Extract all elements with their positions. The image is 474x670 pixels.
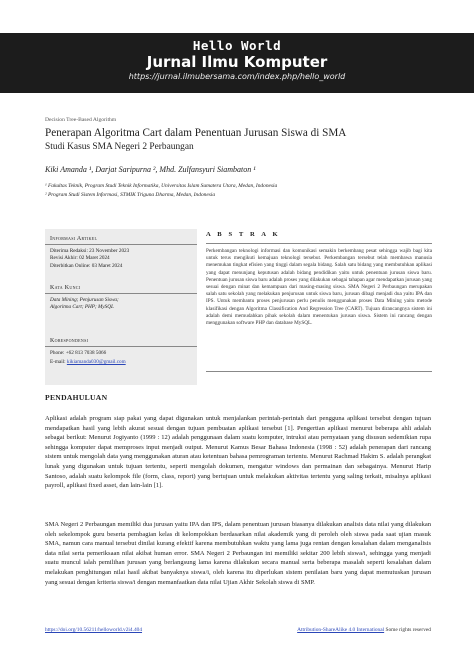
email-link[interactable]: kikiamanda030@gmail.com [66,359,126,366]
article-subtitle: Studi Kasus SMA Negeri 2 Perbaungan [45,142,194,152]
article-title: Penerapan Algoritma Cart dalam Penentuan Jurusan Siswa di SMA [45,127,347,139]
intro-paragraph-1: Aplikasi adalah program siap pakai yang dapat digunakan untuk menjalankan perintah-perintah dari pengguna aplikasi tersebut dengan tujuan mendapatkan hasil yang lebih akurat sesuai dengan tujuan pembuatan aplikasi tersebut [1]. Pengertian aplikasi menurut beberapa ahli adalah sebagai berikut: Menurut Jogiyanto (1999 : 12) adalah penggunaan dalam suatu komputer, intruksi atau pernyataan yang disusun sedemikian rupa sehingga komputer dapat memproses input menjadi output. Menurut Kamus Besar Bahasa Indonesia (1998 : 52) adalah penerapan dari rancang sistem untuk mengolah data yang menggunakan aturan atau ketentuan bahasa pemrograman tertentu. Menurut Rachmad Hakim S. adalah perangkat lunak yang digunakan untuk tujuan tertentu, seperti mengolah dokumen, mengatur windows dan permainan dan sebagainya. Menurut Harip Santoso, adalah suatu kelompok file (form, class, report) yang bertujuan untuk melakukan aktivitas tertentu yang saling terkait, misalnya aplikasi payroll, aplikasi fixed asset, dan lain-lain [1]. [45,415,431,490]
abstract-body: Perkembangan teknologi informasi dan komunikasi semakin berkembang pesat sehingga wajib bagi kita untuk terus mengikuti kemajuan teknologi tersebut. Perkembangan tersebut telah membawa manusia menemukan tingkat efisien yang tinggi dalam segala bidang. Salah satu bidang yang membutuhkan aplikasi yang dapat menunjang keputusan adalah bidang pendidikan yaitu untuk penentuan jurusan siswa baru. Penentuan jurusan siswa baru adalah proses yang dilakukan sebagai tahapan agar mendapatkan jurusan yang sesuai dengan minat dan kemampuan dari masing-masing siswa. SMA Negeri 2 Perbaungan merupakan salah satu sekolah yang melakukan penjurusan untuk siswa baru, jurusan dibagi menjadi dua yaitu IPA dan IPS. Untuk membantu proses penjurusan perlu penulis menggunakan proses Data Mining yaitu metode klasifikasi dengan Algoritma Classification And Regression Tree (CART). Tujuan dirancangnya sistem ini adalah demi memudahkan pihak sekolah dalam menentukan jurusan siswa. Sistem ini rancang dengan menggunakan software PHP dan database MySQL. [206,248,432,327]
correspondence-heading: Korespondensi [45,335,197,347]
intro-paragraph-2: SMA Negeri 2 Perbaungan memiliki dua jurusan yaitu IPA dan IPS, dalam penentuan jurusan biasanya dilakukan analisis data nilai yang dilakukan oleh sekelompok guru beserta pembagian kelas di kelompokkan berdasarkan nilai akademik yang di peroleh oleh siswa pada saat ujian masuk SMA, namun cara manual tersebut dinilai kurang efektif karena membutuhkan waktu yang lama juga rentan dengan kesalahan dalam menganalisis data nilai serta pemeriksaan nilai akibat human error. SMA Negeri 2 Perbaungan ini memiliki sekitar 200 lebih siswa/i, sehingga yang menjadi suatu muncul ialah pemilihan jurusan yang berlangsung lama karena dilakukan secara manual serta beberapa masalah seperti kesalahan dalam melakukan penghitungan nilai hasil akibat banyaknya siswa/i, oleh karena itu diperlukan sistem penilaian baru yang dapat memutuskan jurusan yang sesuai dengan kriteria siswa/i dengan memanfaatkan data nilai Ujian Akhir Sekolah siswa di SMP. [45,521,431,586]
journal-banner [0,33,474,93]
article-info-heading: Informasi Artikel [45,233,197,245]
keywords-line-2: Algoritma Cart; PHP; MySQL [50,304,114,311]
banner-top-text: Hello World [192,38,282,53]
keywords-heading: Kata Kunci [45,282,197,294]
journal-url[interactable]: https://jurnal.ilmubersama.com/index.php/hello_world [128,72,346,81]
article-info-section [45,233,197,273]
correspondence-section [45,335,197,370]
keywords-section [45,282,197,315]
received-date: Diterima Redaksi: 23 November 2023 [50,248,130,254]
published-date: Diterbitkan Online: 03 Maret 2024 [50,262,123,269]
journal-name: Jurnal Ilmu Komputer [146,53,328,71]
abstract-bottom-divider [206,371,432,372]
affiliation-2: ² Program Studi Sistem Informasi, STMIK Triguna Dharma, Medan, Indonesia [45,192,216,198]
phone: Phone: +62 813 7038 5066 [50,350,107,356]
license-rest: Some rights reserved [384,627,431,633]
keywords-line-1: Data Mining; Penjurusan Siswa; [50,297,119,303]
revised-date: Revisi Akhir: 02 Maret 2024 [50,255,110,262]
article-info-panel [45,229,197,385]
license-link[interactable]: Attribution-ShareAlike 4.0 International [297,627,385,633]
email-label: E-mail: [50,359,66,366]
section-heading-intro: PENDAHULUAN [45,393,108,402]
article-authors: Kiki Amanda ¹, Darjat Saripurna ², Mhd. Zulfansyuri Siambaton ¹ [45,165,256,174]
license [297,627,431,633]
affiliation-1: ¹ Fakultas Teknik, Program Studi Teknik Informatika, Universitas Islam Sumatera Utara, Medan, Indonesia [45,183,278,189]
abstract-heading: A B S T R A K [206,231,281,238]
doi-link[interactable]: https://doi.org/10.56211/helloworld.v2i4.404 [45,627,143,633]
article-kicker: Decision Tree-Based Algorithm [45,117,117,123]
abstract-divider [206,243,432,244]
